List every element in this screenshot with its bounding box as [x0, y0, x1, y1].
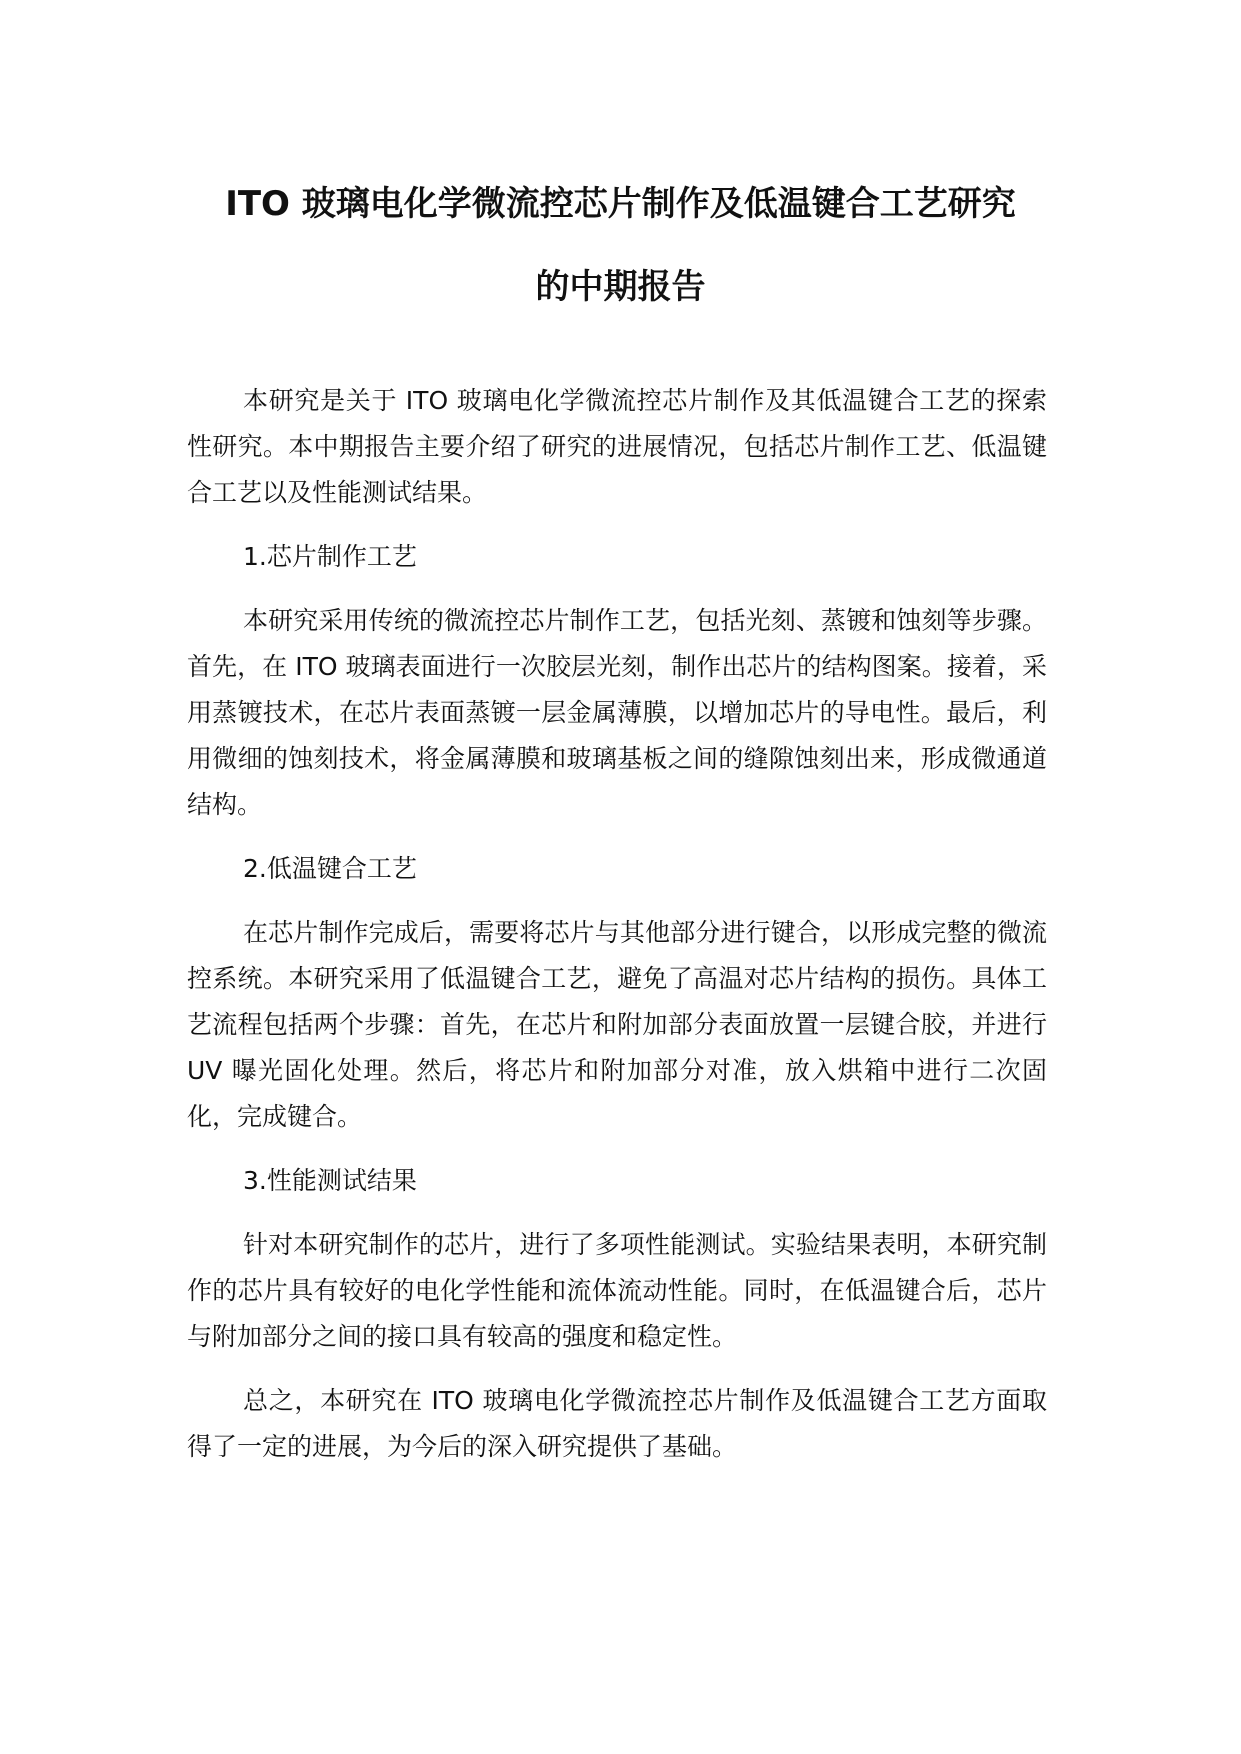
- document-title-line-1: ITO 玻璃电化学微流控芯片制作及低温键合工艺研究: [225, 184, 1016, 224]
- section-heading-low-temp-bonding: 2.低温键合工艺: [243, 854, 417, 883]
- chip-fabrication-paragraph: 本研究采用传统的微流控芯片制作工艺，包括光刻、蒸镀和蚀刻等步骤。首先，在 ITO 玻璃表面进行一次胶层光刻，制作出芯片的结构图案。接着，采用蒸镀技术，在芯片表面蒸镀一层金属薄膜，以增加芯片的导电性。最后，利用微细的蚀刻技术，将金属薄膜和玻璃基板之间的缝隙蚀刻出来，形成微通道结构。: [187, 606, 1047, 819]
- low-temp-bonding-paragraph: 在芯片制作完成后，需要将芯片与其他部分进行键合，以形成完整的微流控系统。本研究采用了低温键合工艺，避免了高温对芯片结构的损伤。具体工艺流程包括两个步骤：首先，在芯片和附加部分表面放置一层键合胶，并进行 UV 曝光固化处理。然后，将芯片和附加部分对准，放入烘箱中进行二次固化，完成键合。: [187, 918, 1047, 1131]
- intro-paragraph: 本研究是关于 ITO 玻璃电化学微流控芯片制作及其低温键合工艺的探索性研究。本中期报告主要介绍了研究的进展情况，包括芯片制作工艺、低温键合工艺以及性能测试结果。: [187, 386, 1047, 507]
- performance-test-paragraph: 针对本研究制作的芯片，进行了多项性能测试。实验结果表明，本研究制作的芯片具有较好的电化学性能和流体流动性能。同时，在低温键合后，芯片与附加部分之间的接口具有较高的强度和稳定性。: [187, 1230, 1047, 1351]
- section-heading-chip-fabrication: 1.芯片制作工艺: [243, 542, 417, 571]
- conclusion-paragraph: 总之，本研究在 ITO 玻璃电化学微流控芯片制作及低温键合工艺方面取得了一定的进展，为今后的深入研究提供了基础。: [187, 1386, 1047, 1461]
- document-body: [187, 378, 1047, 1470]
- document-title-line-2: 的中期报告: [535, 267, 706, 307]
- section-heading-performance-test: 3.性能测试结果: [243, 1166, 417, 1195]
